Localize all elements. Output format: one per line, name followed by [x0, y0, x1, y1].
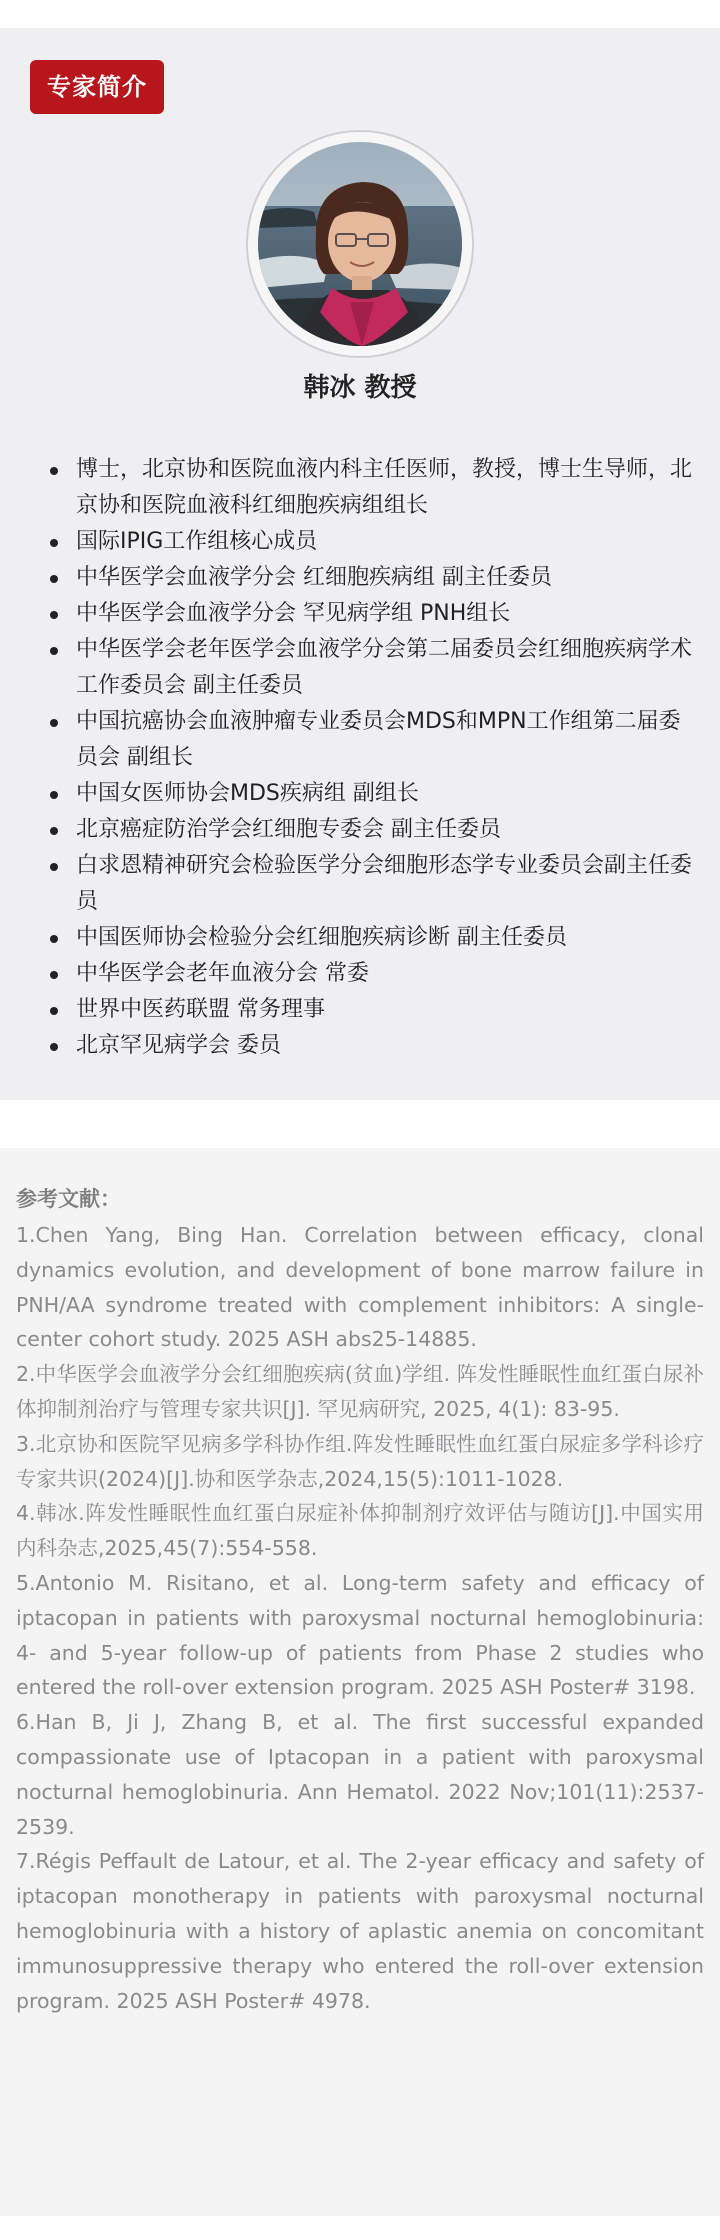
avatar — [258, 142, 462, 346]
list-item: 博士，北京协和医院血液内科主任医师，教授，博士生导师，北京协和医院血液科红细胞疾病组组长 — [44, 452, 696, 524]
list-item: 北京癌症防治学会红细胞专委会 副主任委员 — [44, 812, 696, 848]
list-item: 中华医学会血液学分会 罕见病学组 PNH组长 — [44, 596, 696, 632]
list-item: 中国女医师协会MDS疾病组 副组长 — [44, 776, 696, 812]
avatar-frame — [246, 130, 474, 358]
reference-item: 4.韩冰.阵发性睡眠性血红蛋白尿症补体抑制剂疗效评估与随访[J].中国实用内科杂志,2025,45(7):554-558. — [16, 1501, 704, 1561]
reference-item: 2.中华医学会血液学分会红细胞疾病(贫血)学组. 阵发性睡眠性血红蛋白尿补体抑制剂治疗与管理专家共识[J]. 罕见病研究, 2025, 4(1): 83-95. — [16, 1362, 704, 1421]
references-title: 参考文献： — [16, 1187, 121, 1211]
list-item: 中华医学会老年医学会血液学分会第二届委员会红细胞疾病学术工作委员会 副主任委员 — [44, 632, 696, 704]
reference-item: 3.北京协和医院罕见病多学科协作组.阵发性睡眠性血红蛋白尿症多学科诊疗专家共识(2024)[J].协和医学杂志,2024,15(5):1011-1028. — [16, 1431, 704, 1491]
references-section — [0, 1148, 720, 2216]
list-item: 国际IPIG工作组核心成员 — [44, 524, 696, 560]
list-item: 北京罕见病学会 委员 — [44, 1028, 696, 1064]
list-item: 世界中医药联盟 常务理事 — [44, 992, 696, 1028]
reference-item: 5.Antonio M. Risitano, et al. Long-term safety and efficacy of iptacopan in patients with paroxysmal nocturnal hemoglobinuria: 4- and 5-year follow-up of patients from Phase 2 studies who entered the roll-over extension program. 2025 ASH Poster# 3198. — [16, 1570, 704, 1700]
list-item: 中华医学会老年血液分会 常委 — [44, 956, 696, 992]
expert-profile-card — [0, 28, 720, 1100]
reference-item: 6.Han B, Ji J, Zhang B, et al. The first successful expanded compassionate use of Iptacopan in a patient with paroxysmal nocturnal hemoglobinuria. Ann Hematol. 2022 Nov;101(11):2537-2539. — [16, 1710, 704, 1839]
list-item: 白求恩精神研究会检验医学分会细胞形态学专业委员会副主任委员 — [44, 848, 696, 920]
expert-name: 韩冰 教授 — [303, 373, 417, 403]
expert-intro-badge: 专家简介 — [30, 60, 164, 114]
reference-item: 1.Chen Yang, Bing Han. Correlation between efficacy, clonal dynamics evolution, and development of bone marrow failure in PNH/AA syndrome treated with complement inhibitors: A single-center cohort study. 2025 ASH abs25-14885. — [16, 1223, 704, 1352]
reference-item: 7.Régis Peffault de Latour, et al. The 2-year efficacy and safety of iptacopan monotherapy in patients with paroxysmal nocturnal hemoglobinuria with a history of aplastic anemia on concomitant immunosuppressive therapy who entered the roll-over extension program. 2025 ASH Poster# 4978. — [16, 1849, 704, 2013]
list-item: 中华医学会血液学分会 红细胞疾病组 副主任委员 — [44, 560, 696, 596]
credentials-list — [44, 452, 696, 1064]
list-item: 中国抗癌协会血液肿瘤专业委员会MDS和MPN工作组第二届委员会 副组长 — [44, 704, 696, 776]
list-item: 中国医师协会检验分会红细胞疾病诊断 副主任委员 — [44, 920, 696, 956]
